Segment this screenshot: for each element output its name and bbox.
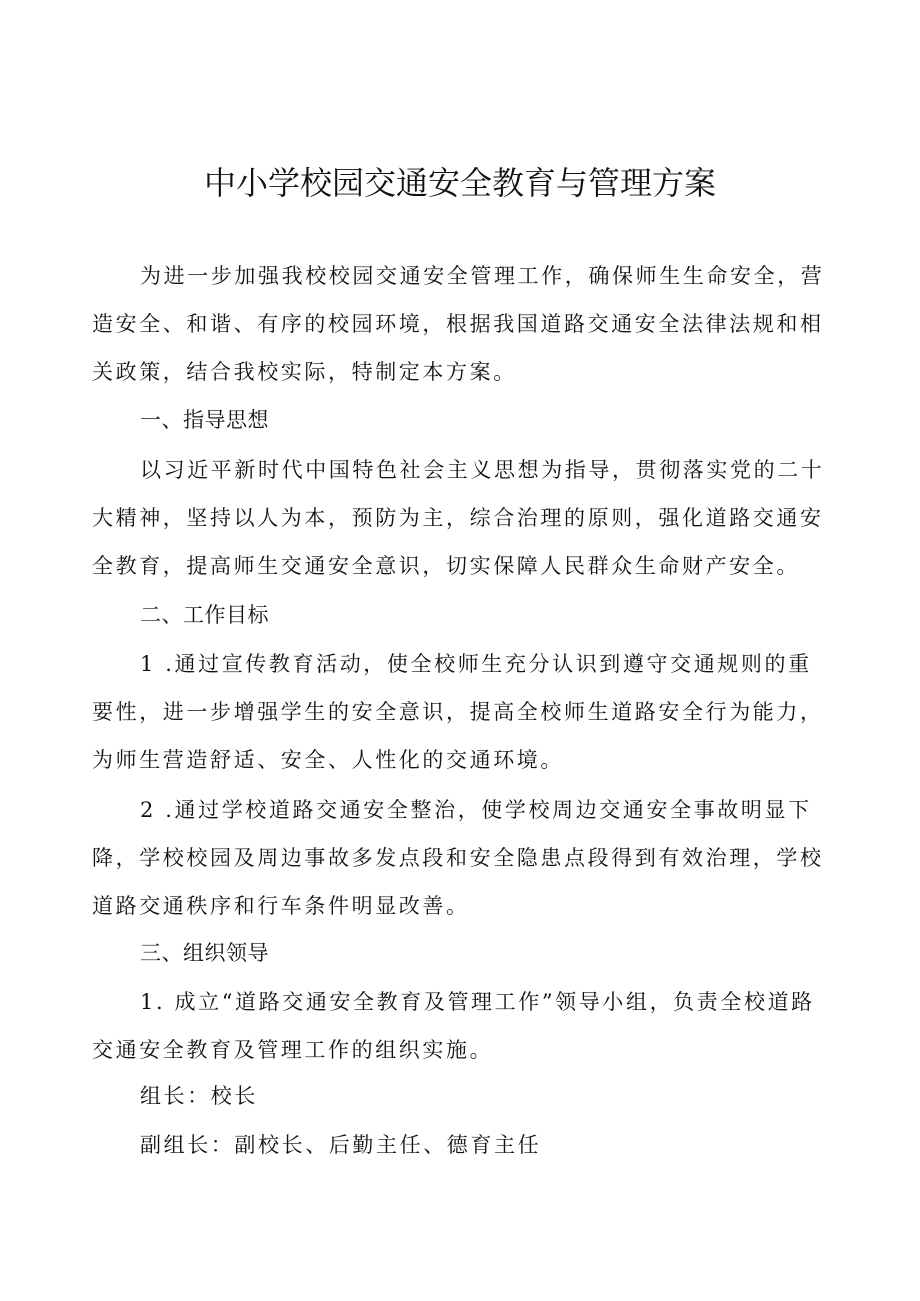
deputy-leader-line: 副组长：副校长、后勤主任、德育主任	[140, 1133, 542, 1157]
intro-paragraph: 为进一步加强我校校园交通安全管理工作，确保师生生命安全，营造安全、和谐、有序的校园环境，根据我国道路交通安全法律法规和相关政策，结合我校实际，特制定本方案。	[92, 264, 825, 384]
section-1-paragraph: 以习近平新时代中国特色社会主义思想为指导，贯彻落实党的二十大精神，坚持以人为本，预防为主，综合治理的原则，强化道路交通安全教育，提高师生交通安全意识，切实保障人民群众生命财产安全。	[92, 458, 825, 578]
section-3-item-1: 1. 成立“道路交通安全教育及管理工作”领导小组，负责全校道路交通安全教育及管理工作的组织实施。	[92, 990, 815, 1062]
section-1-heading: 一、指导思想	[140, 408, 269, 432]
document-title: 中小学校园交通安全教育与管理方案	[203, 164, 716, 202]
section-2-item-1: 1 .通过宣传教育活动，使全校师生充分认识到遵守交通规则的重要性，进一步增强学生的安全意识，提高全校师生道路安全行为能力，为师生营造舒适、安全、人性化的交通环境。	[92, 652, 824, 772]
leader-line: 组长：校长	[140, 1084, 258, 1108]
section-3-heading: 三、组织领导	[140, 941, 269, 965]
section-2-heading: 二、工作目标	[140, 603, 269, 627]
section-2-item-2: 2 .通过学校道路交通安全整治，使学校周边交通安全事故明显下降，学校校园及周边事故多发点段和安全隐患点段得到有效治理，学校道路交通秩序和行车条件明显改善。	[92, 798, 824, 918]
